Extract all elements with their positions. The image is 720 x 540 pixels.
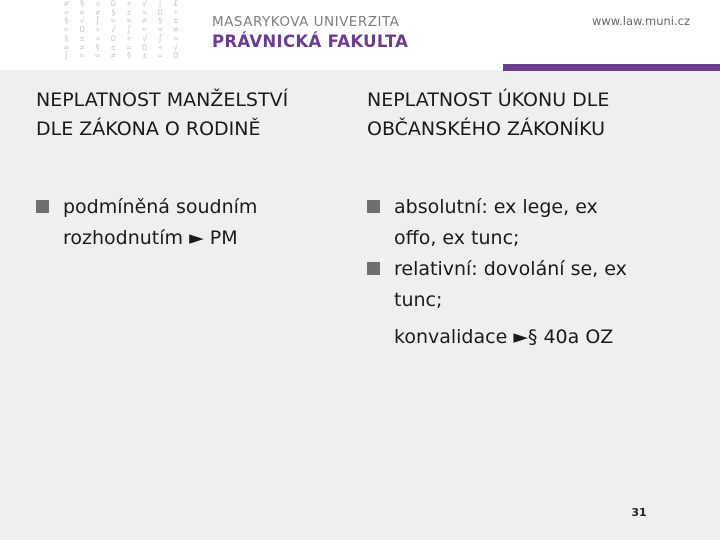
- list-item: [367, 254, 627, 316]
- faculty-name: PRÁVNICKÁ FAKULTA: [212, 32, 409, 51]
- continuation-item: [367, 322, 627, 353]
- left-bullet-list: [36, 192, 257, 254]
- square-bullet-icon: [367, 200, 380, 213]
- bullet-line-2: rozhodnutím ► PM: [63, 227, 238, 249]
- right-heading-line-1: NEPLATNOST ÚKONU DLE: [367, 89, 610, 111]
- right-column-heading: [367, 86, 609, 144]
- right-heading-line-2: OBČANSKÉHO ZÁKONÍKU: [367, 118, 606, 140]
- header-accent-bar: [503, 64, 720, 71]
- square-bullet-icon: [36, 200, 49, 213]
- university-logo-pattern: ≠ § = Ω ÷ √ ∫ £ ≈ ∞ ≠ § ± = Ω ÷ § √ ∫ ≈ ∞ ≠ § ± = Ω ÷ √ ∫ ≈ ∞ ≠ § ± = Ω ÷ √ ∫ ≈ ∞ ≠ § ± = Ω ÷ √ ∫ ≈ ∞ ≠ § ± = Ω: [64, 0, 182, 61]
- bullet-line-2: tunc;: [394, 289, 443, 311]
- square-bullet-icon: [367, 262, 380, 275]
- left-column-heading: [36, 86, 288, 144]
- bullet-line-2: offo, ex tunc;: [394, 227, 520, 249]
- left-heading-line-1: NEPLATNOST MANŽELSTVÍ: [36, 89, 289, 111]
- page-number: 31: [631, 506, 647, 519]
- list-item: [36, 192, 257, 254]
- bullet-line-1: podmíněná soudním: [63, 196, 258, 218]
- right-bullet-list: [367, 192, 627, 353]
- slide-header: [0, 0, 720, 70]
- left-heading-line-2: DLE ZÁKONA O RODINĚ: [36, 118, 261, 140]
- continuation-text: konvalidace ►§ 40a OZ: [394, 326, 614, 348]
- website-url: www.law.muni.cz: [591, 14, 690, 28]
- bullet-line-1: relativní: dovolání se, ex: [394, 258, 627, 280]
- bullet-line-1: absolutní: ex lege, ex: [394, 196, 598, 218]
- list-item: [367, 192, 627, 254]
- university-name: MASARYKOVA UNIVERZITA: [212, 14, 400, 30]
